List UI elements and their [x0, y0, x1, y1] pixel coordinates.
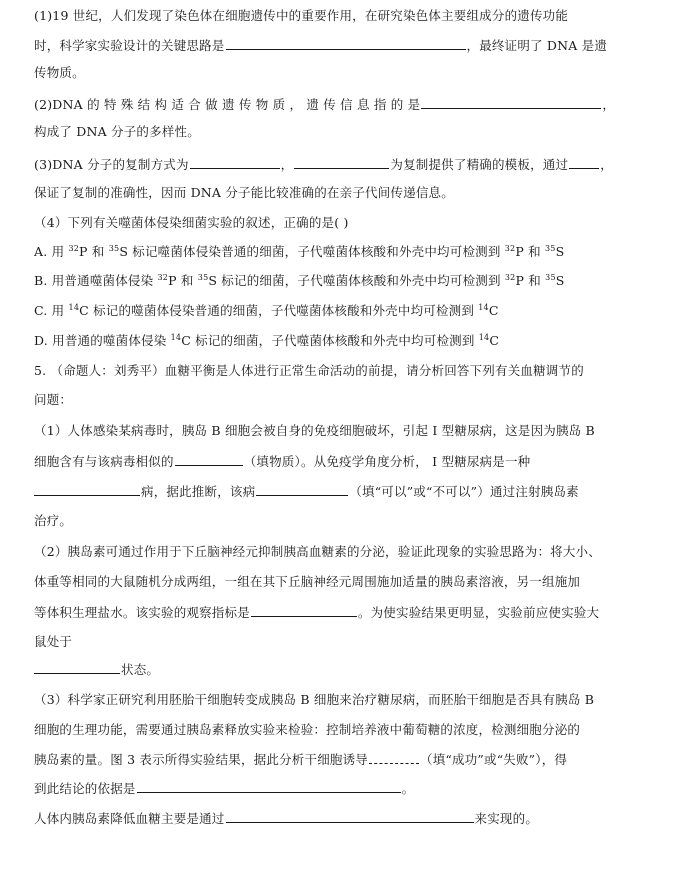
- answer-blank-q5-8[interactable]: [226, 808, 474, 823]
- q5-intro-2: [34, 390, 664, 410]
- q5-p2-line-4: [34, 632, 664, 652]
- q2-line-1: [34, 94, 664, 114]
- option-text: P 和: [79, 244, 109, 259]
- q5-text: 人体内胰岛素降低血糖主要是通过: [34, 811, 225, 826]
- q5-p2-line-1: [34, 542, 664, 562]
- isotope-mass: 35: [545, 273, 556, 282]
- option-text: S 标记的细菌，子代噬菌体核酸和外壳中均可检测到: [208, 273, 505, 288]
- answer-blank-q5-1[interactable]: [175, 451, 243, 466]
- answer-blank-q3-3[interactable]: [569, 154, 599, 169]
- q5-p4-line: [34, 808, 664, 828]
- option-text: P 和: [168, 273, 198, 288]
- q5-p2-line-2: [34, 572, 664, 592]
- q4-option-b[interactable]: [34, 271, 664, 291]
- q5-p3-line-2: [34, 720, 664, 740]
- q2-text: 构成了 DNA 分子的多样性。: [34, 124, 200, 139]
- answer-blank-q5-5[interactable]: [34, 659, 120, 674]
- q1-text: ，最终证明了 DNA 是遗: [466, 38, 608, 53]
- isotope-mass: 14: [478, 333, 490, 342]
- q5-text: （1）人体感染某病毒时，胰岛 B 细胞会被自身的免疫细胞破坏，引起 I 型糖尿病，这是因为胰岛 B: [34, 423, 595, 438]
- isotope-mass: 14: [170, 333, 182, 342]
- option-text: A. 用: [34, 244, 69, 259]
- option-text: S: [555, 273, 565, 288]
- q1-line-1: [34, 6, 664, 26]
- q3-text: 保证了复制的准确性，因而 DNA 分子能比较准确的在亲子代间传递信息。: [34, 185, 454, 200]
- isotope-mass: 35: [197, 273, 209, 282]
- q5-text: 等体积生理盐水。该实验的观察指标是: [34, 605, 250, 620]
- q2-line-2: [34, 122, 664, 142]
- isotope-mass: 32: [68, 244, 80, 253]
- q4-option-a[interactable]: [34, 242, 664, 262]
- option-text: C. 用: [34, 303, 69, 318]
- q5-text: （2）胰岛素可通过作用于下丘脑神经元抑制胰高血糖素的分泌，验证此现象的实验思路为：将大小、: [34, 544, 601, 559]
- q5-p3-line-3: [34, 749, 664, 769]
- q5-p2-line-5: [34, 659, 664, 679]
- option-text: C: [489, 333, 500, 348]
- answer-blank-q1[interactable]: [226, 35, 466, 50]
- q4-stem: [34, 213, 664, 233]
- q1-text: 传物质。: [34, 65, 85, 80]
- q5-text: 。为使实验结果更明显，实验前应使实验大: [357, 605, 600, 620]
- isotope-mass: 32: [504, 273, 516, 282]
- q3-text: (3)DNA 分子的复制方式为: [34, 157, 189, 172]
- option-text: B. 用普通噬菌体侵染: [34, 273, 158, 288]
- q5-p3-line-1: [34, 690, 664, 710]
- option-text: C 标记的噬菌体侵染普通的细菌，子代噬菌体核酸和外壳中均可检测到: [79, 303, 479, 318]
- q3-text: ，: [280, 157, 294, 172]
- answer-blank-q5-6[interactable]: [369, 749, 419, 764]
- q5-text: 状态。: [121, 662, 160, 677]
- q5-text: （填“可以”或“不可以”）通过注射胰岛素: [349, 484, 579, 499]
- q4-text: （4）下列有关噬菌体侵染细菌实验的叙述，正确的是( ): [34, 215, 349, 230]
- q4-option-c[interactable]: [34, 301, 664, 321]
- answer-blank-q5-3[interactable]: [256, 481, 348, 496]
- q5-p2-line-3: [34, 602, 664, 622]
- q5-intro-1: [34, 361, 664, 381]
- isotope-mass: 32: [504, 244, 516, 253]
- option-text: P 和: [515, 273, 546, 288]
- option-text: C 标记的细菌，子代噬菌体核酸和外壳中均可检测到: [181, 333, 479, 348]
- answer-blank-q3-1[interactable]: [190, 154, 280, 169]
- q4-option-d[interactable]: [34, 331, 664, 351]
- q5-p3-line-4: [34, 778, 664, 798]
- q5-text: 细胞含有与该病毒相似的: [34, 454, 174, 469]
- q1-line-3: [34, 63, 664, 83]
- q5-text: 病，据此推断，该病: [141, 484, 256, 499]
- q5-text: 5. （命题人：刘秀平）血糖平衡是人体进行正常生命活动的前提，请分析回答下列有关血糖调节的: [34, 363, 584, 378]
- answer-blank-q5-7[interactable]: [137, 778, 401, 793]
- q5-text: 治疗。: [34, 513, 73, 528]
- option-text: D. 用普通的噬菌体侵染: [34, 333, 171, 348]
- q5-text: （填“成功”或“失败”），得: [420, 752, 568, 767]
- option-text: P 和: [515, 244, 545, 259]
- answer-blank-q5-2[interactable]: [34, 481, 140, 496]
- isotope-mass: 14: [68, 303, 80, 312]
- isotope-mass: 32: [157, 273, 169, 282]
- q3-line-2: [34, 183, 664, 203]
- q3-text: 为复制提供了精确的模板，通过: [390, 157, 569, 172]
- q5-p1-line-1: [34, 421, 664, 441]
- option-text: C: [488, 303, 499, 318]
- q5-text: 到此结论的依据是: [34, 781, 136, 796]
- q2-text: (2)DNA 的 特 殊 结 构 适 合 做 遗 传 物 质 ， 遗 传 信 息 指 的 是: [34, 97, 421, 112]
- q1-text: (1)19 世纪，人们发现了染色体在细胞遗传中的重要作用，在研究染色体主要组成分的遗传功能: [34, 8, 569, 23]
- isotope-mass: 35: [545, 244, 556, 253]
- q5-text: 来实现的。: [474, 811, 539, 826]
- answer-blank-q5-4[interactable]: [251, 602, 357, 617]
- q3-line-1: [34, 154, 664, 174]
- q5-text: （3）科学家正研究利用胚胎干细胞转变成胰岛 B 细胞来治疗糖尿病，而胚胎干细胞是否具有胰岛 B: [34, 692, 595, 707]
- option-text: S 标记噬菌体侵染普通的细菌，子代噬菌体核酸和外壳中均可检测到: [119, 244, 505, 259]
- q2-text: ，: [602, 97, 616, 112]
- q5-text: 问题：: [34, 392, 73, 407]
- q5-p1-line-4: [34, 511, 664, 531]
- q5-text: 胰岛素的量。图 3 表示所得实验结果，据此分析干细胞诱导: [34, 752, 369, 767]
- option-text: S: [555, 244, 565, 259]
- q5-p1-line-3: [34, 481, 664, 501]
- isotope-mass: 35: [108, 244, 120, 253]
- q5-text: 鼠处于: [34, 634, 73, 649]
- q3-text: ，: [600, 157, 613, 172]
- isotope-mass: 14: [478, 303, 489, 312]
- q5-text: 细胞的生理功能，需要通过胰岛素释放实验来检验：控制培养液中葡萄糖的浓度，检测细胞分泌的: [34, 722, 581, 737]
- q5-text: 。: [401, 781, 415, 796]
- q5-p1-line-2: [34, 451, 664, 471]
- q1-line-2: [34, 35, 664, 55]
- answer-blank-q3-2[interactable]: [294, 154, 389, 169]
- answer-blank-q2[interactable]: [421, 94, 601, 109]
- q5-text: （填物质）。从免疫学角度分析， I 型糖尿病是一种: [243, 454, 531, 469]
- q1-text: 时，科学家实验设计的关键思路是: [34, 38, 225, 53]
- q5-text: 体重等相同的大鼠随机分成两组，一组在其下丘脑神经元周围施加适量的胰岛素溶液，另一组施加: [34, 574, 581, 589]
